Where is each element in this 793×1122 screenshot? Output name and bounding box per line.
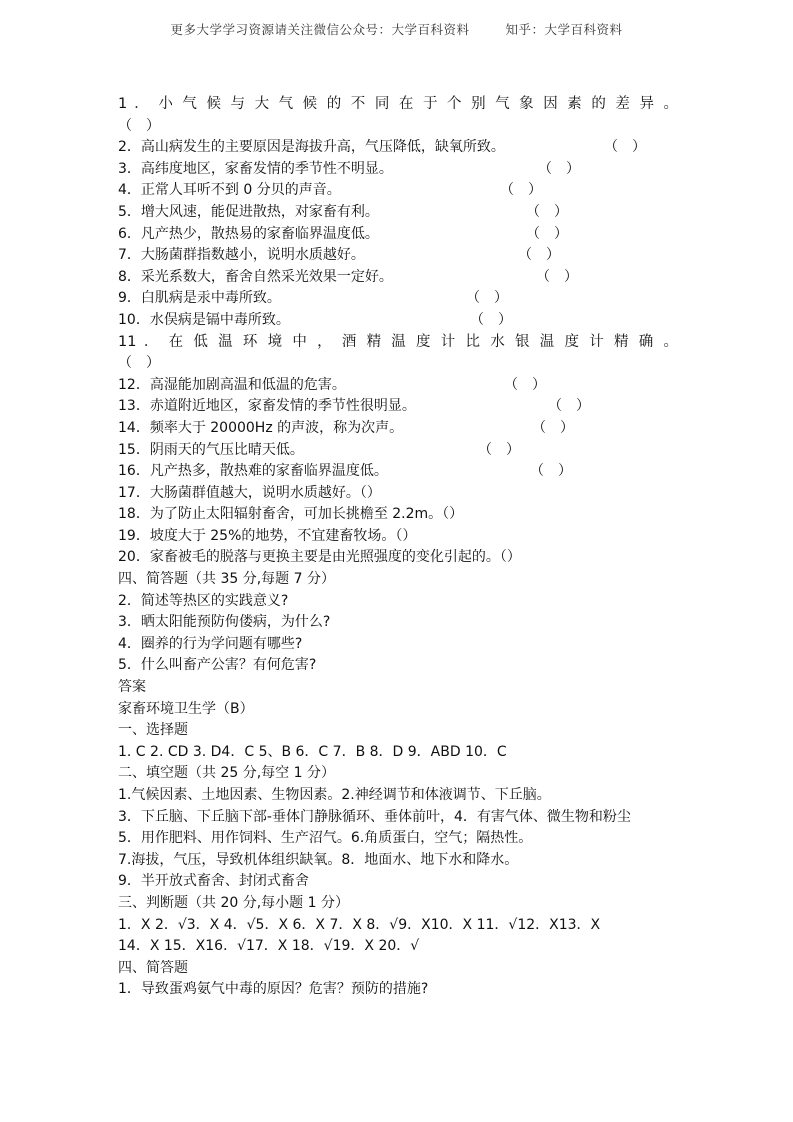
- judgment-item-6: 6．凡产热少，散热易的家畜临界温度低。 （ ）: [118, 225, 568, 242]
- header-wechat-text: 更多大学学习资源请关注微信公众号：大学百科资料: [170, 22, 470, 37]
- judgment-item-15: 15．阴雨天的气压比晴天低。 （ ）: [118, 441, 520, 458]
- answers-choice-text: 1. C 2. CD 3. D4．C 5、B 6．C 7．B 8．D 9．ABD 10．C: [118, 743, 507, 760]
- answers-fill-line-5: 9．半开放式畜舍、封闭式畜舍: [118, 873, 309, 890]
- judgment-item-13: 13．赤道附近地区，家畜发情的季节性很明显。 （ ）: [118, 398, 590, 415]
- answers-subject-title: 家畜环境卫生学（B）: [118, 700, 254, 717]
- essay-item-3: 3．晒太阳能预防佝偻病，为什么?: [118, 614, 331, 631]
- judgment-item-5: 5．增大风速，能促进散热，对家畜有利。 （ ）: [118, 203, 568, 220]
- answers-section: [118, 677, 678, 1001]
- judgment-item-3: 3．高纬度地区，家畜发情的季节性不明显。 （ ）: [118, 160, 580, 177]
- essay-item-5: 5．什么叫畜产公害？有何危害?: [118, 657, 317, 674]
- answers-judge-line-2: 14．X 15．X16．√17．X 18．√19．X 20．√: [118, 938, 420, 955]
- answers-judge-heading: 三、判断题（共 20 分,每小题 1 分）: [118, 894, 349, 911]
- answers-fill-line-1: 1.气候因素、土地因素、生物因素。2.神经调节和体液调节、下丘脑。: [118, 787, 551, 803]
- essay-item-2: 2．简述等热区的实践意义?: [118, 592, 289, 609]
- judgment-item-14: 14．频率大于 20000Hz 的声波，称为次声。 （ ）: [118, 419, 574, 436]
- judgment-item-2: 2．高山病发生的主要原因是海拔升高，气压降低，缺氧所致。 （ ）: [118, 139, 646, 156]
- page-header: [0, 20, 793, 38]
- answers-essay-heading: 四、简答题: [118, 959, 188, 976]
- judgment-item-12: 12．高湿能加剧高温和低温的危害。 （ ）: [118, 376, 546, 393]
- essay-section: [118, 569, 678, 677]
- judgment-item-20: 20．家畜被毛的脱落与更换主要是由光照强度的变化引起的。（）: [118, 549, 521, 566]
- answers-choice-heading: 一、选择题: [118, 722, 188, 739]
- answers-judge-line-1: 1．X 2．√3．X 4．√5．X 6．X 7．X 8．√9．X10．X 11．√12．X13．X: [118, 916, 601, 933]
- judgment-item-18: 18．为了防止太阳辐射畜舍，可加长挑檐至 2.2m。（）: [118, 506, 464, 523]
- answers-fill-line-4: 7.海拔，气压，导致机体组织缺氧。8．地面水、地下水和降水。: [118, 851, 519, 868]
- judgment-item-16: 16．凡产热多，散热难的家畜临界温度低。 （ ）: [118, 463, 572, 480]
- judgment-item-10: 10．水俣病是镉中毒所致。 （ ）: [118, 311, 512, 328]
- answers-fill-line-2: 3．下丘脑、下丘脑下部-垂体门静脉循环、垂体前叶，4．有害气体、微生物和粉尘: [118, 808, 631, 825]
- judgment-item-4: 4．正常人耳听不到 0 分贝的声音。 （ ）: [118, 182, 542, 199]
- judgment-item-17: 17．大肠菌群值越大，说明水质越好。（）: [118, 484, 381, 501]
- judgment-item-1: 1 ． 小 气 候 与 大 气 候 的 不 同 在 于 个 别 气 象 因 素 的 差 异 。 （ ）: [118, 96, 678, 134]
- section-heading-essay: 四、简答题（共 35 分,每题 7 分）: [118, 571, 335, 588]
- answers-essay-item-1: 1．导致蛋鸡氨气中毒的原因？危害？预防的措施?: [118, 981, 429, 998]
- document-body: [118, 94, 678, 1001]
- judgment-item-7: 7．大肠菌群指数越小，说明水质越好。 （ ）: [118, 247, 560, 264]
- header-zhihu-text: 知乎：大学百科资料: [505, 22, 623, 37]
- judgment-item-9: 9．白肌病是汞中毒所致。 （ ）: [118, 290, 508, 307]
- answers-label: 答案: [118, 679, 146, 696]
- judgment-questions: [118, 94, 678, 569]
- judgment-item-11: 11 ． 在 低 温 环 境 中 ， 酒 精 温 度 计 比 水 银 温 度 计 精 确 。 （ ）: [118, 333, 678, 372]
- judgment-item-8: 8．采光系数大，畜舍自然采光效果一定好。 （ ）: [118, 268, 578, 285]
- essay-item-4: 4．圈养的行为学问题有哪些?: [118, 635, 303, 652]
- judgment-item-19: 19．坡度大于 25%的地势，不宜建畜牧场。（）: [118, 527, 417, 544]
- answers-fill-line-3: 5．用作肥料、用作饲料、生产沼气。6.角质蛋白，空气；隔热性。: [118, 830, 533, 847]
- answers-fill-heading: 二、填空题（共 25 分,每空 1 分）: [118, 765, 335, 782]
